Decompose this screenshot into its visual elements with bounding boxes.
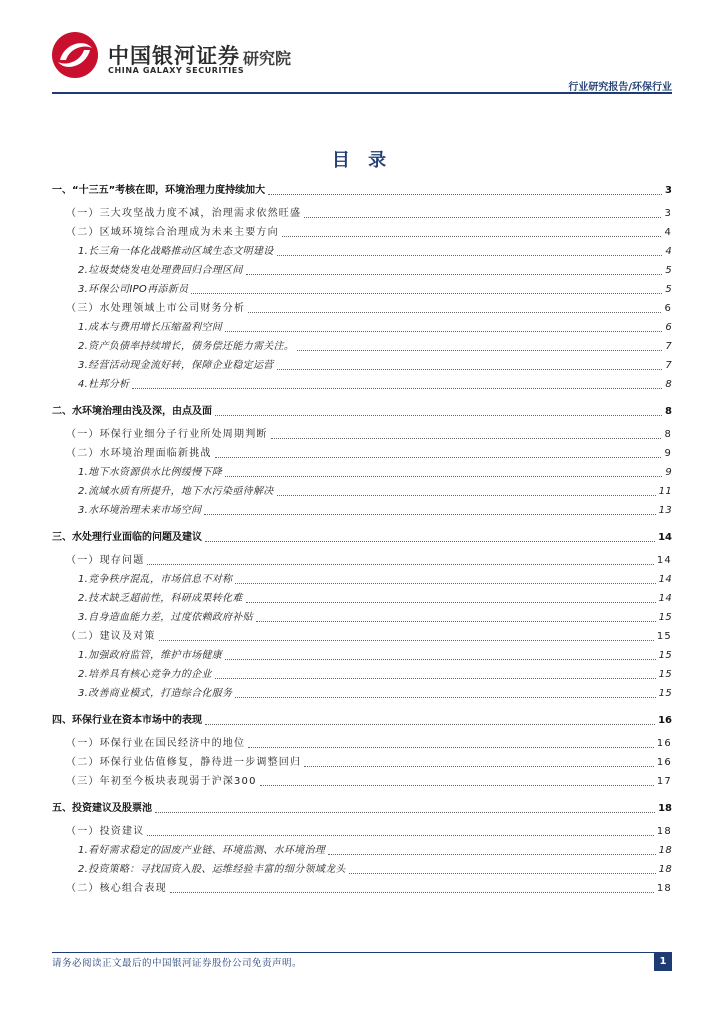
- toc-entry-page: 16: [656, 738, 672, 749]
- toc-entry-label: （三）水处理领域上市公司财务分析: [66, 303, 246, 314]
- toc-entry-label: 三、水处理行业面临的问题及建议: [52, 532, 202, 543]
- toc-entry[interactable]: [52, 403, 672, 419]
- toc-leader-dots: [246, 274, 663, 275]
- toc-leader-dots: [215, 415, 662, 416]
- toc-entry-label: 2.流域水质有所提升，地下水污染亟待解决: [78, 486, 274, 497]
- toc-entry-page: 15: [656, 631, 672, 642]
- toc-entry[interactable]: [52, 464, 672, 480]
- toc-entry[interactable]: [52, 647, 672, 663]
- toc-entry-label: 五、投资建议及股票池: [52, 803, 152, 814]
- toc-leader-dots: [248, 312, 661, 313]
- toc-leader-dots: [147, 835, 653, 836]
- toc-entry-label: 一、“十三五”考核在即，环境治理力度持续加大: [52, 185, 266, 196]
- toc-leader-dots: [235, 583, 655, 584]
- toc-entry-page: 6: [665, 322, 672, 333]
- toc-entry-page: 8: [665, 406, 672, 417]
- toc-leader-dots: [271, 438, 662, 439]
- toc-entry-label: 3.环保公司IPO再添新员: [78, 284, 189, 295]
- toc-entry[interactable]: [52, 628, 672, 644]
- toc-entry-label: 1.竞争秩序混乱，市场信息不对称: [78, 574, 233, 585]
- toc-entry-page: 14: [658, 532, 672, 543]
- toc-leader-dots: [170, 892, 654, 893]
- toc-entry-label: 3.水环境治理未来市场空间: [78, 505, 202, 516]
- toc-entry-label: （一）三大攻坚战力度不减，治理需求依然旺盛: [66, 208, 302, 219]
- footer-divider: [52, 952, 672, 953]
- toc-entry-page: 3: [665, 185, 672, 196]
- toc-entry[interactable]: [52, 800, 672, 816]
- toc-entry-page: 5: [665, 284, 672, 295]
- toc-entry-label: （一）环保行业在国民经济中的地位: [66, 738, 246, 749]
- toc-entry-page: 18: [658, 864, 672, 875]
- toc-entry-page: 13: [658, 505, 672, 516]
- toc-entry-page: 14: [658, 574, 672, 585]
- page-number: 1: [654, 953, 672, 971]
- toc-entry-page: 9: [665, 467, 672, 478]
- toc-leader-dots: [215, 457, 662, 458]
- toc-entry[interactable]: [52, 571, 672, 587]
- toc-entry[interactable]: [52, 735, 672, 751]
- toc-leader-dots: [277, 369, 663, 370]
- toc-entry-label: （二）区域环境综合治理成为未来主要方向: [66, 227, 279, 238]
- toc-entry-page: 9: [664, 448, 672, 459]
- toc-entry-label: 4.杜邦分析: [78, 379, 130, 390]
- toc-entry[interactable]: [52, 773, 672, 789]
- toc-entry-page: 18: [656, 826, 672, 837]
- toc-entry-page: 18: [656, 883, 672, 894]
- toc-entry-label: 2.投资策略：寻找国资入股、运维经验丰富的细分领域龙头: [78, 864, 346, 875]
- toc-entry-label: 1.加强政府监管，维护市场健康: [78, 650, 223, 661]
- toc-entry-page: 15: [658, 688, 672, 699]
- toc-entry[interactable]: [52, 552, 672, 568]
- toc-entry-label: 2.资产负债率持续增长，债务偿还能力需关注。: [78, 341, 295, 352]
- toc-entry-page: 15: [658, 612, 672, 623]
- toc-entry-page: 11: [658, 486, 672, 497]
- header-divider: [52, 92, 672, 94]
- toc-entry[interactable]: [52, 502, 672, 518]
- toc-entry-label: 二、水环境治理由浅及深，由点及面: [52, 406, 212, 417]
- report-type: 行业研究报告/环保行业: [568, 82, 672, 93]
- toc-leader-dots: [277, 255, 663, 256]
- toc-entry-page: 14: [658, 593, 672, 604]
- toc-entry-page: 5: [665, 265, 672, 276]
- toc-leader-dots: [260, 785, 654, 786]
- toc-leader-dots: [268, 194, 662, 195]
- toc-entry[interactable]: [52, 754, 672, 770]
- toc-entry-page: 15: [658, 650, 672, 661]
- toc-leader-dots: [256, 621, 656, 622]
- toc-entry-label: 1.地下水资源供水比例缓慢下降: [78, 467, 223, 478]
- toc-leader-dots: [248, 747, 654, 748]
- toc-entry[interactable]: [52, 426, 672, 442]
- toc-entry[interactable]: [52, 842, 672, 858]
- toc-entry-label: 2.垃圾焚烧发电处理费回归合理区间: [78, 265, 243, 276]
- toc-entry-label: （三）年初至今板块表现弱于沪深300: [66, 776, 257, 787]
- toc-leader-dots: [205, 541, 655, 542]
- toc-entry[interactable]: [52, 319, 672, 335]
- toc-entry[interactable]: [52, 609, 672, 625]
- toc-entry[interactable]: [52, 712, 672, 728]
- toc-leader-dots: [304, 217, 661, 218]
- toc-entry-label: 2.技术缺乏超前性，科研成果转化难: [78, 593, 243, 604]
- toc-entry-label: 四、环保行业在资本市场中的表现: [52, 715, 202, 726]
- toc-entry-label: （二）环保行业估值修复，静待进一步调整回归: [66, 757, 302, 768]
- toc-entry-label: 1.长三角一体化战略推动区域生态文明建设: [78, 246, 274, 257]
- toc-entry-page: 4: [665, 246, 672, 257]
- toc-entry-label: （二）水环境治理面临新挑战: [66, 448, 212, 459]
- toc-entry-label: 1.看好需求稳定的固废产业链、环境监测、水环境治理: [78, 845, 326, 856]
- toc-leader-dots: [328, 854, 656, 855]
- toc-entry-page: 7: [665, 341, 672, 352]
- toc-entry[interactable]: [52, 357, 672, 373]
- toc-entry-page: 3: [664, 208, 672, 219]
- toc-entry-label: 2.培养具有核心竞争力的企业: [78, 669, 212, 680]
- toc-entry-page: 15: [658, 669, 672, 680]
- toc-entry[interactable]: [52, 182, 672, 198]
- toc-entry[interactable]: [52, 281, 672, 297]
- toc-entry[interactable]: [52, 224, 672, 240]
- toc-entry[interactable]: [52, 300, 672, 316]
- toc-leader-dots: [246, 602, 656, 603]
- toc-entry-page: 18: [658, 803, 672, 814]
- toc-entry[interactable]: [52, 861, 672, 877]
- toc-leader-dots: [225, 331, 662, 332]
- toc-entry[interactable]: [52, 529, 672, 545]
- toc-leader-dots: [225, 476, 662, 477]
- toc-entry-label: 3.自身造血能力差，过度依赖政府补贴: [78, 612, 253, 623]
- toc-leader-dots: [147, 564, 653, 565]
- galaxy-logo-icon: [50, 30, 100, 80]
- footer-disclaimer: 请务必阅读正文最后的中国银河证券股份公司免责声明。: [52, 958, 303, 969]
- toc-leader-dots: [204, 514, 655, 515]
- toc-leader-dots: [277, 495, 656, 496]
- toc-entry[interactable]: [52, 823, 672, 839]
- toc-entry-label: （一）环保行业细分子行业所处周期判断: [66, 429, 268, 440]
- toc-entry[interactable]: [52, 243, 672, 259]
- toc-entry-page: 4: [664, 227, 672, 238]
- toc-entry[interactable]: [52, 445, 672, 461]
- toc-leader-dots: [191, 293, 662, 294]
- toc-entry-label: （二）建议及对策: [66, 631, 156, 642]
- toc-entry-page: 7: [665, 360, 672, 371]
- toc-entry-page: 6: [664, 303, 672, 314]
- toc-entry[interactable]: [52, 590, 672, 606]
- toc-leader-dots: [205, 724, 655, 725]
- toc-leader-dots: [304, 766, 654, 767]
- brand-subtitle: 研究院: [243, 49, 292, 68]
- toc-entry[interactable]: [52, 205, 672, 221]
- toc-entry[interactable]: [52, 685, 672, 701]
- toc-entry[interactable]: [52, 262, 672, 278]
- toc-entry-label: 3.改善商业模式，打造综合化服务: [78, 688, 233, 699]
- toc-entry-page: 16: [658, 715, 672, 726]
- toc-entry[interactable]: [52, 338, 672, 354]
- toc-entry[interactable]: [52, 880, 672, 896]
- page-header: [0, 0, 724, 95]
- toc-leader-dots: [297, 350, 662, 351]
- toc-entry-page: 8: [665, 379, 672, 390]
- toc-entry-page: 14: [656, 555, 672, 566]
- toc-entry[interactable]: [52, 483, 672, 499]
- toc-leader-dots: [215, 678, 656, 679]
- toc-leader-dots: [132, 388, 662, 389]
- toc-entry[interactable]: [52, 376, 672, 392]
- toc-entry-label: （一）投资建议: [66, 826, 145, 837]
- brand-name-en: CHINA GALAXY SECURITIES: [108, 66, 245, 75]
- toc-entry-page: 16: [656, 757, 672, 768]
- toc-entry-page: 8: [664, 429, 672, 440]
- toc-leader-dots: [349, 873, 656, 874]
- toc-entry-label: （一）现存问题: [66, 555, 145, 566]
- toc-leader-dots: [225, 659, 656, 660]
- toc-entry-label: 3.经营活动现金流好转，保障企业稳定运营: [78, 360, 274, 371]
- toc-entry-label: 1.成本与费用增长压缩盈利空间: [78, 322, 223, 333]
- toc-leader-dots: [159, 640, 654, 641]
- toc-entry[interactable]: [52, 666, 672, 682]
- page-title: 目 录: [331, 150, 393, 171]
- brand-name-cn: 中国银河证券: [108, 44, 240, 68]
- toc-entry-page: 18: [658, 845, 672, 856]
- toc-leader-dots: [235, 697, 655, 698]
- toc-leader-dots: [282, 236, 662, 237]
- toc-entry-label: （二）核心组合表现: [66, 883, 167, 894]
- toc-entry-page: 17: [656, 776, 672, 787]
- toc-leader-dots: [155, 812, 655, 813]
